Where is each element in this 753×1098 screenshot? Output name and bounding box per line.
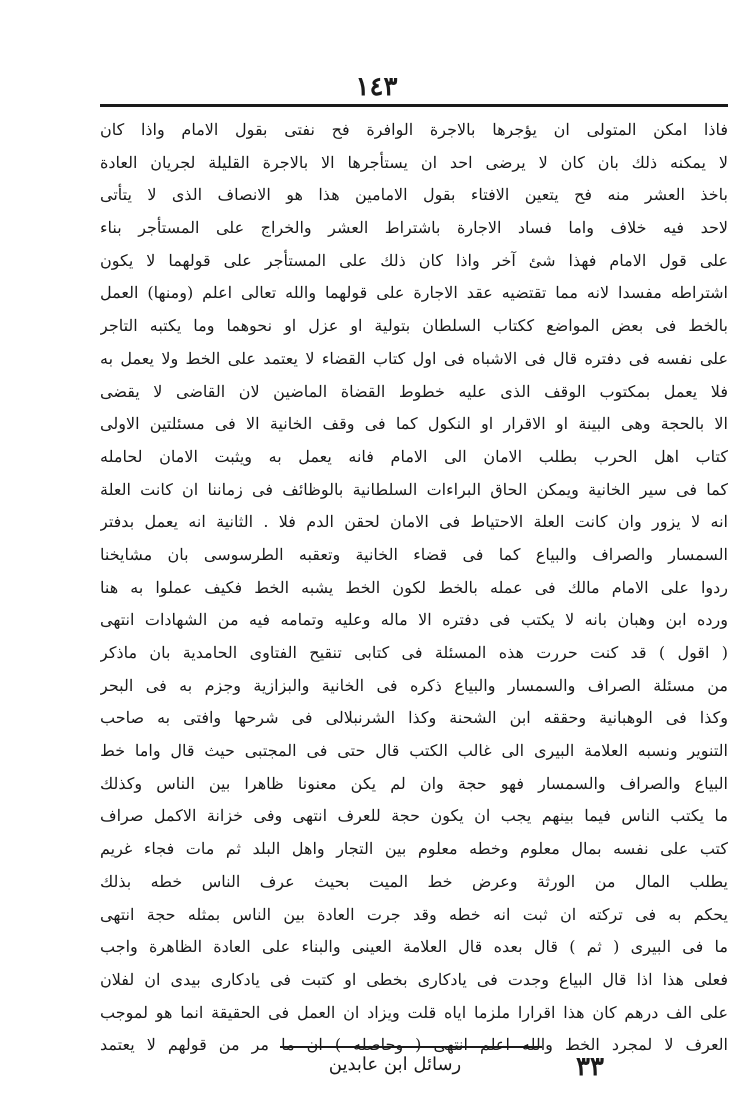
- text-line: على نفسه فى دفتره قال فى الاشباه فى اول كتاب القضاء لا يعتمد على الخط ولا يعمل به: [100, 348, 728, 368]
- text-line: كتب على نفسه بمال معلوم وخطه معلوم بين التجار واهل البلد ثم مات فجاء غريم: [100, 839, 728, 859]
- text-line: كما فى سير الخانية ويمكن الحاق البراءات السلطانية بالوظائف فى زماننا ان كانت العلة: [100, 479, 728, 499]
- footer-book-title: رسائل ابن عابدين: [328, 1054, 462, 1075]
- text-line: العرف لا لمجرد الخط والله اعلم انتهى ( وحاصله ) ان ما مر من قولهم لا يعتمد: [100, 1035, 728, 1055]
- footer-page-number: ٣٣: [576, 1052, 604, 1082]
- text-line: على الف درهم كان هذا اقرارا ملزما اياه قلت ويزاد ان العمل فى الحقيقة انما هو لموجب: [100, 1002, 728, 1022]
- text-line: فلا يعمل بمكتوب الوقف الذى عليه خطوط القضاة الماضين لان القاضى لا يقضى: [100, 381, 728, 401]
- text-line: ( اقول ) قد كنت حررت هذه المسئلة فى كتابى تنقيح الفتاوى الحامدية بان ماذكر: [100, 643, 728, 662]
- text-line: التنوير ونسبه العلامة البيرى الى غالب الكتب قال حتى فى المجتبى حيث قال واما خط: [100, 741, 728, 761]
- text-line: على قول الامام فهذا شئ آخر واذا كان ذلك على المستأجر على قولهما لا يكون: [100, 250, 728, 270]
- text-line: بالخط فى بعض المواضع ككتاب السلطان بتولية او عزل او نحوهما وما يكتبه التاجر: [100, 316, 728, 336]
- text-line: ما يكتب الناس فيما بينهم يجب ان يكون حجة للعرف انتهى وفى خزانة الاكمل صراف: [100, 806, 728, 826]
- header-rule: [100, 104, 728, 107]
- text-line: فعلى هذا اذا قال البياع وجدت فى يادكارى بخطى او كتبت فى يادكارى بيدى ان لفلان: [100, 969, 728, 989]
- text-line: اشتراطه مفسدا لانه مما تقتضيه عقد الاجارة على قولهما والله تعالى اعلم (ومنها) العمل: [100, 283, 728, 303]
- text-line: ورده ابن وهبان بانه لا يكتب فى دفتره الا ماله وعليه وتمامه فيه من الشهادات انتهى: [100, 610, 728, 630]
- text-line: لا يمكنه ذلك بان كان لا يرضى احد ان يستأجرها الا بالاجرة القليلة لجريان العادة: [100, 152, 728, 172]
- text-line: لاحد فيه خلاف واما فساد الاجارة باشتراط العشر والخراج على المستأجر بناء: [100, 218, 728, 238]
- text-line: ردوا على الامام مالك فى عمله بالخط لكون الخط يشبه الخط فكيف عملوا به هنا: [100, 577, 728, 597]
- text-line: وكذا فى الوهبانية وحققه ابن الشحنة وكذا الشرنبلالى فى شرحها وافتى به صاحب: [100, 708, 728, 728]
- text-line: الا بالحجة وهى البينة او الاقرار او النكول كما فى وقف الخانية الا فى مسئلتين الاولى: [100, 414, 728, 434]
- text-line: البياع والصراف والسمسار فهو حجة وان لم يكن معنونا ظاهرا بين الناس وكذلك: [100, 773, 728, 793]
- text-line: من مسئلة الصراف والسمسار والبياع ذكره فى الخانية والبزازية وجزم به فى البحر: [100, 675, 728, 695]
- text-line: يطلب المال من الورثة وعرض خط الميت بحيث عرف الناس خطه بذلك: [100, 871, 728, 891]
- text-line: فاذا امكن المتولى ان يؤجرها بالاجرة الوافرة فح نفتى بقول الامام واذا كان: [100, 120, 728, 139]
- text-line: باخذ العشر منه فح يتعين الافتاء بقول الامامين هذا هو الانصاف الذى لا يتأتى: [100, 185, 728, 205]
- body-text: [100, 114, 728, 1062]
- text-line: يحكم به فى تركته ان ثبت انه خطه وقد جرت العادة بين الناس بمثله حجة انتهى: [100, 904, 728, 924]
- text-line: انه لا يزور وان كانت العلة الاحتياط فى الامان لحقن الدم فلا . الثانية انه يعمل بدفتر: [100, 512, 728, 532]
- text-line: السمسار والصراف والبياع كما فى قضاء الخانية وتعقبه الطرسوسى بان مشايخنا: [100, 544, 728, 564]
- page-number: ١٤٣: [355, 72, 398, 102]
- text-line: ما فى البيرى ( ثم ) قال بعده قال العلامة العينى والبناء على العادة الظاهرة واجب: [100, 937, 728, 957]
- text-line: كتاب اهل الحرب بطلب الامان الى الامام فانه يعمل به ويثبت الامان لحامله: [100, 446, 728, 466]
- footer-rule: [280, 1046, 542, 1048]
